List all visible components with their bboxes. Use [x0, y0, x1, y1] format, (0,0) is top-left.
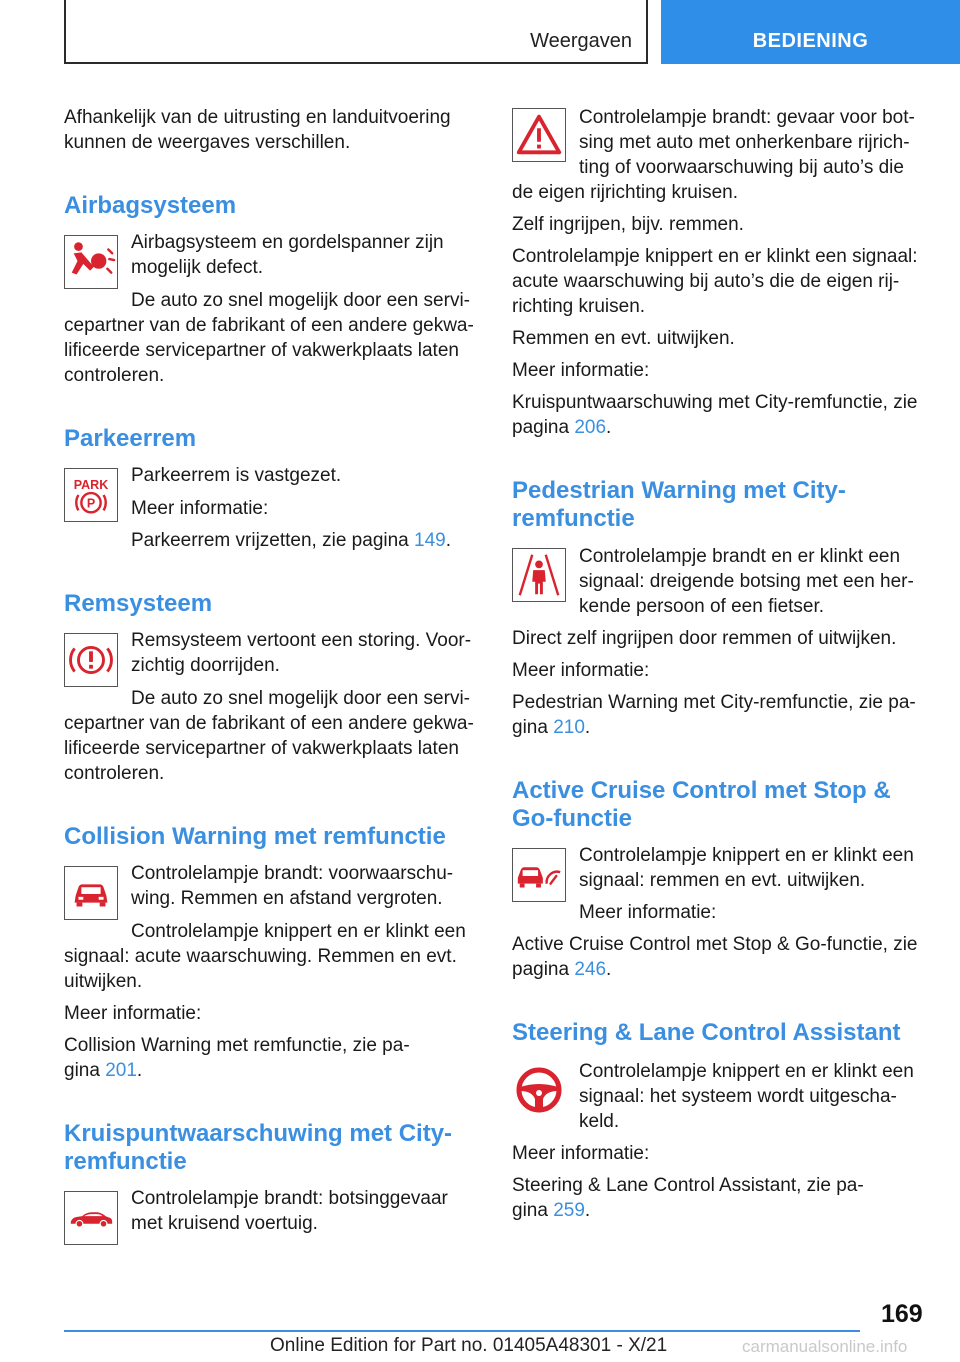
header-section-title: Weergaven	[530, 30, 632, 52]
acc-body-1: Active Cruise Control met Stop & Go-functie, zie	[512, 934, 918, 955]
collision-line-1: Controlelampje brandt: voorwaarschu-	[131, 863, 454, 884]
crosscont-body-1: de eigen rijrichting kruisen.	[512, 182, 739, 203]
heading-collision-warning: Collision Warning met remfunctie	[64, 823, 446, 850]
pedestrian-body-1: Direct zelf ingrijpen door remmen of uitwijken.	[512, 628, 897, 649]
airbag-line-2: mogelijk defect.	[131, 257, 264, 278]
airbag-line-1: Airbagsysteem en gordelspanner zijn	[131, 232, 444, 253]
heading-acc-2: Go-functie	[512, 805, 632, 832]
steering-body-1: Meer informatie:	[512, 1143, 650, 1164]
pedestrian-ref-line: gina 210.	[512, 717, 591, 738]
brake-body-3: controleren.	[64, 763, 165, 784]
acc-line-1: Controlelampje knippert en er klinkt een	[579, 845, 914, 866]
cross-line-1: Controlelampje brandt: botsinggevaar	[131, 1188, 448, 1209]
crosscont-line-3: ting of voorwaarschuwing bij auto’s die	[579, 157, 904, 178]
heading-brake-system: Remsysteem	[64, 590, 213, 617]
brake-body-2: lificeerde servicepartner of vakwerkplaats laten	[64, 738, 459, 759]
steering-line-1: Controlelampje knippert en er klinkt een	[579, 1061, 914, 1082]
heading-cross-traffic-2: remfunctie	[64, 1148, 187, 1175]
park-ref-page-link[interactable]: 149	[414, 530, 446, 551]
intro-line-1: Afhankelijk van de uitrusting en landuitvoering	[64, 107, 451, 128]
airbag-body-2: lificeerde servicepartner of vakwerkplaats laten	[64, 340, 459, 361]
header-section-box	[64, 0, 648, 64]
acc-line-2: signaal: remmen en evt. uitwijken.	[579, 870, 866, 891]
airbag-line-3: De auto zo snel mogelijk door een servi-	[131, 290, 471, 311]
collision-warning-car-icon	[64, 866, 118, 920]
collision-ref-text: gina	[64, 1060, 106, 1081]
pedestrian-body-2: Meer informatie:	[512, 660, 650, 681]
heading-parking-brake: Parkeerrem	[64, 425, 197, 452]
crosscont-ref-page-link[interactable]: 206	[574, 417, 607, 438]
pedestrian-line-2: signaal: dreigende botsing met een her-	[579, 571, 914, 592]
header-chapter-tab[interactable]	[661, 0, 960, 64]
acc-ref-page-link[interactable]: 246	[574, 959, 607, 980]
crosscont-body-2: Zelf ingrijpen, bijv. remmen.	[512, 214, 744, 235]
collision-line-3: Controlelampje knippert en er klinkt een	[131, 921, 466, 942]
steering-line-3: keld.	[579, 1111, 620, 1132]
watermark: carmanualsonline.info	[742, 1337, 908, 1356]
intro-line-2: kunnen de weergaves verschillen.	[64, 132, 351, 153]
steering-body-2: Steering & Lane Control Assistant, zie pa-	[512, 1175, 864, 1196]
steering-ref-text: gina	[512, 1200, 554, 1221]
collision-ref-page-link[interactable]: 201	[105, 1060, 137, 1081]
crosscont-body-8: Kruispuntwaarschuwing met City-remfunctie, zie	[512, 392, 918, 413]
collision-body-4: Collision Warning met remfunctie, zie pa-	[64, 1035, 410, 1056]
collision-body-2: uitwijken.	[64, 971, 143, 992]
heading-airbag: Airbagsysteem	[64, 192, 237, 219]
steering-wheel-icon	[512, 1063, 566, 1117]
pedestrian-line-1: Controlelampje brandt en er klinkt een	[579, 546, 901, 567]
brake-body-1: cepartner van de fabrikant of een andere gekwa-	[64, 713, 474, 734]
crosscont-body-3: Controlelampje knippert en er klinkt een signaal:	[512, 246, 918, 267]
crosscont-line-1: Controlelampje brandt: gevaar voor bot-	[579, 107, 915, 128]
crosscont-body-5: richting kruisen.	[512, 296, 646, 317]
pedestrian-ref-text: gina	[512, 717, 554, 738]
park-line-2: Meer informatie:	[131, 498, 269, 519]
pedestrian-line-3: kende persoon of een fietser.	[579, 596, 825, 617]
heading-cross-traffic-1: Kruispuntwaarschuwing met City-	[64, 1120, 453, 1147]
crosscont-body-6: Remmen en evt. uitwijken.	[512, 328, 735, 349]
brake-line-2: zichtig doorrijden.	[131, 655, 280, 676]
collision-ref-line: gina 201.	[64, 1060, 143, 1081]
heading-acc-1: Active Cruise Control met Stop &	[512, 777, 891, 804]
park-icon-label: PARK	[73, 478, 109, 493]
collision-body-3: Meer informatie:	[64, 1003, 202, 1024]
header-chapter-title: BEDIENING	[752, 30, 869, 52]
airbag-warning-icon	[64, 235, 118, 289]
pedestrian-ref-page-link[interactable]: 210	[553, 717, 585, 738]
crosscont-body-7: Meer informatie:	[512, 360, 650, 381]
park-ref-line: Parkeerrem vrijzetten, zie pagina 149.	[131, 530, 451, 551]
crosscont-body-4: acute waarschuwing bij auto’s die de eigen rij-	[512, 271, 900, 292]
cruise-control-car-icon	[512, 848, 566, 902]
steering-ref-page-link[interactable]: 259	[553, 1200, 585, 1221]
crosscont-ref-line: pagina 206.	[512, 417, 612, 438]
acc-ref-line: pagina 246.	[512, 959, 612, 980]
warning-triangle-icon	[512, 108, 566, 162]
footer-edition-text: Online Edition for Part no. 01405A48301 - X/21	[270, 1335, 668, 1356]
cross-traffic-car-icon	[64, 1191, 118, 1245]
pedestrian-body-3: Pedestrian Warning met City-remfunctie, zie pa-	[512, 692, 916, 713]
park-ref-text: Parkeerrem vrijzetten, zie pagina	[131, 530, 415, 551]
airbag-body-3: controleren.	[64, 365, 165, 386]
cross-line-2: met kruisend voertuig.	[131, 1213, 318, 1234]
brake-line-3: De auto zo snel mogelijk door een servi-	[131, 688, 471, 709]
pedestrian-warning-icon	[512, 548, 566, 602]
steering-line-2: signaal: het systeem wordt uitgescha-	[579, 1086, 897, 1107]
brake-line-1: Remsysteem vertoont een storing. Voor-	[131, 630, 472, 651]
crosscont-ref-text: pagina	[512, 417, 575, 438]
heading-pedestrian-1: Pedestrian Warning met City-	[512, 477, 846, 504]
heading-pedestrian-2: remfunctie	[512, 505, 635, 532]
heading-steering-assistant: Steering & Lane Control Assistant	[512, 1019, 901, 1046]
acc-line-3: Meer informatie:	[579, 902, 717, 923]
page-number: 169	[881, 1300, 923, 1328]
park-line-1: Parkeerrem is vastgezet.	[131, 465, 342, 486]
steering-ref-line: gina 259.	[512, 1200, 591, 1221]
parking-brake-icon	[64, 468, 118, 522]
park-icon-letter: P	[86, 496, 96, 511]
collision-body-1: signaal: acute waarschuwing. Remmen en evt.	[64, 946, 457, 967]
crosscont-line-2: sing met auto met onherkenbare rijrich-	[579, 132, 910, 153]
airbag-body-1: cepartner van de fabrikant of een andere gekwa-	[64, 315, 474, 336]
collision-line-2: wing. Remmen en afstand vergroten.	[131, 888, 443, 909]
brake-system-icon	[64, 633, 118, 687]
footer-divider	[64, 1330, 860, 1332]
acc-ref-text: pagina	[512, 959, 575, 980]
